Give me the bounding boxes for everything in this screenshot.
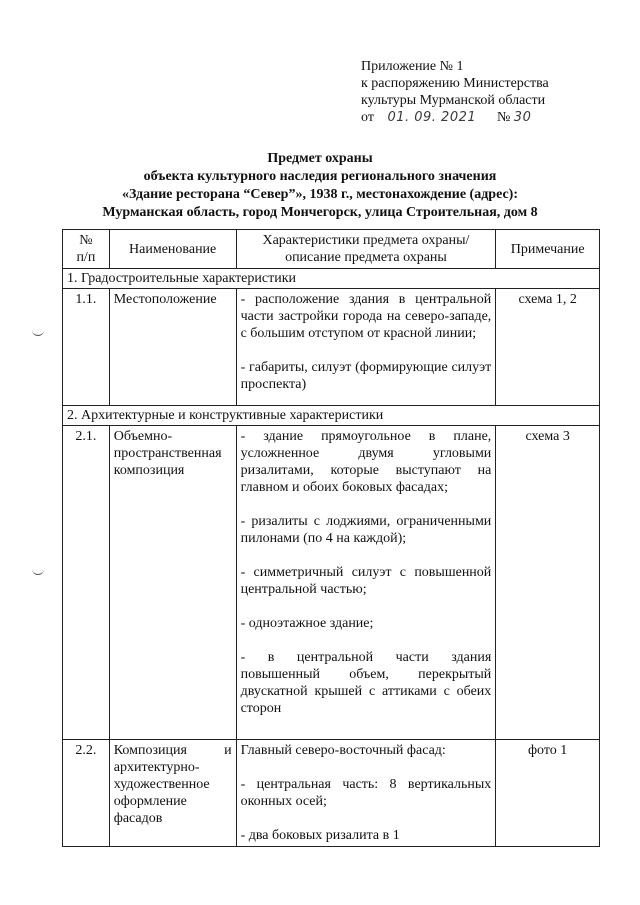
characteristic-item: - центральная часть: 8 вертикальных оконных осей; [240,777,492,809]
header-characteristics [236,230,496,269]
title-line-2: объекта культурного наследия регионального значения [143,169,497,184]
header-name: Наименование [109,230,236,269]
scan-margin-mark [32,568,44,575]
table-row [63,289,600,406]
row-number: 2.1. [63,426,110,740]
row-name: Объемно-пространственная композиция [109,426,236,740]
row-number: 2.2. [63,740,110,847]
header-characteristics-line-1: Характеристики предмета охраны/ [262,233,470,248]
row-note: схема 1, 2 [496,289,600,406]
title-line-3: «Здание ресторана “Север”», 1938 г., местонахождение (адрес): [122,187,518,202]
section-1-title: 1. Градостроительные характеристики [63,269,600,289]
row-name: Композиция и архитектурно-художественное оформление фасадов [109,740,236,847]
header-number-line-1: № [79,233,93,248]
characteristic-item: Главный северо-восточный фасад: [240,743,446,758]
row-note: схема 3 [496,426,600,740]
characteristic-item: - два боковых ризалита в 1 [240,828,400,843]
characteristic-item: - симметричный силуэт с повышенной центральной частью; [240,565,492,597]
appendix-line-1: Приложение № 1 [361,59,464,74]
appendix-block [361,58,611,126]
section-row [63,269,600,289]
number-label: № [496,110,511,125]
table-header-row [63,230,600,269]
row-characteristics [236,740,496,847]
characteristic-item: - одноэтажное здание; [240,616,374,631]
section-2-title: 2. Архитектурные и конструктивные характеристики [63,406,600,426]
header-note: Примечание [496,230,600,269]
header-number-line-2: п/п [76,250,96,265]
table-row [63,740,600,847]
row-number: 1.1. [63,289,110,406]
characteristic-item: - в центральной части здания повышенный объем, перекрытый двускатной крышей с аттиками с обеих сторон [240,650,492,716]
header-number [63,230,110,269]
appendix-line-3: культуры Мурманской области [361,93,546,108]
row-note: фото 1 [496,740,600,847]
from-label: от [361,110,374,125]
protection-subject-table [62,229,600,847]
characteristic-item: - расположение здания в центральной части застройки города на северо-западе, с большим отступом от красной линии; [240,292,492,341]
appendix-line-2: к распоряжению Министерства [361,76,549,91]
appendix-date-line [361,109,611,126]
title-line-1: Предмет охраны [267,151,373,166]
handwritten-number: 30 [513,110,532,125]
row-characteristics [236,426,496,740]
header-characteristics-line-2: описание предмета охраны [285,250,447,265]
title-line-4: Мурманская область, город Мончегорск, улица Строительная, дом 8 [102,205,538,220]
row-characteristics [236,289,496,406]
handwritten-date: 01. 09. 2021 [387,110,477,125]
document-title [60,150,580,222]
row-name: Местоположение [109,289,236,406]
scan-margin-mark [32,329,44,336]
characteristic-item: - здание прямоугольное в плане, усложненное двумя угловыми ризалитами, которые выступают на главном и обоих боковых фасадах; [240,429,492,495]
section-row [63,406,600,426]
characteristic-item: - ризалиты с лоджиями, ограниченными пилонами (по 4 на каждой); [240,514,492,546]
characteristic-item: - габариты, силуэт (формирующие силуэт проспекта) [240,360,492,392]
table-row [63,426,600,740]
